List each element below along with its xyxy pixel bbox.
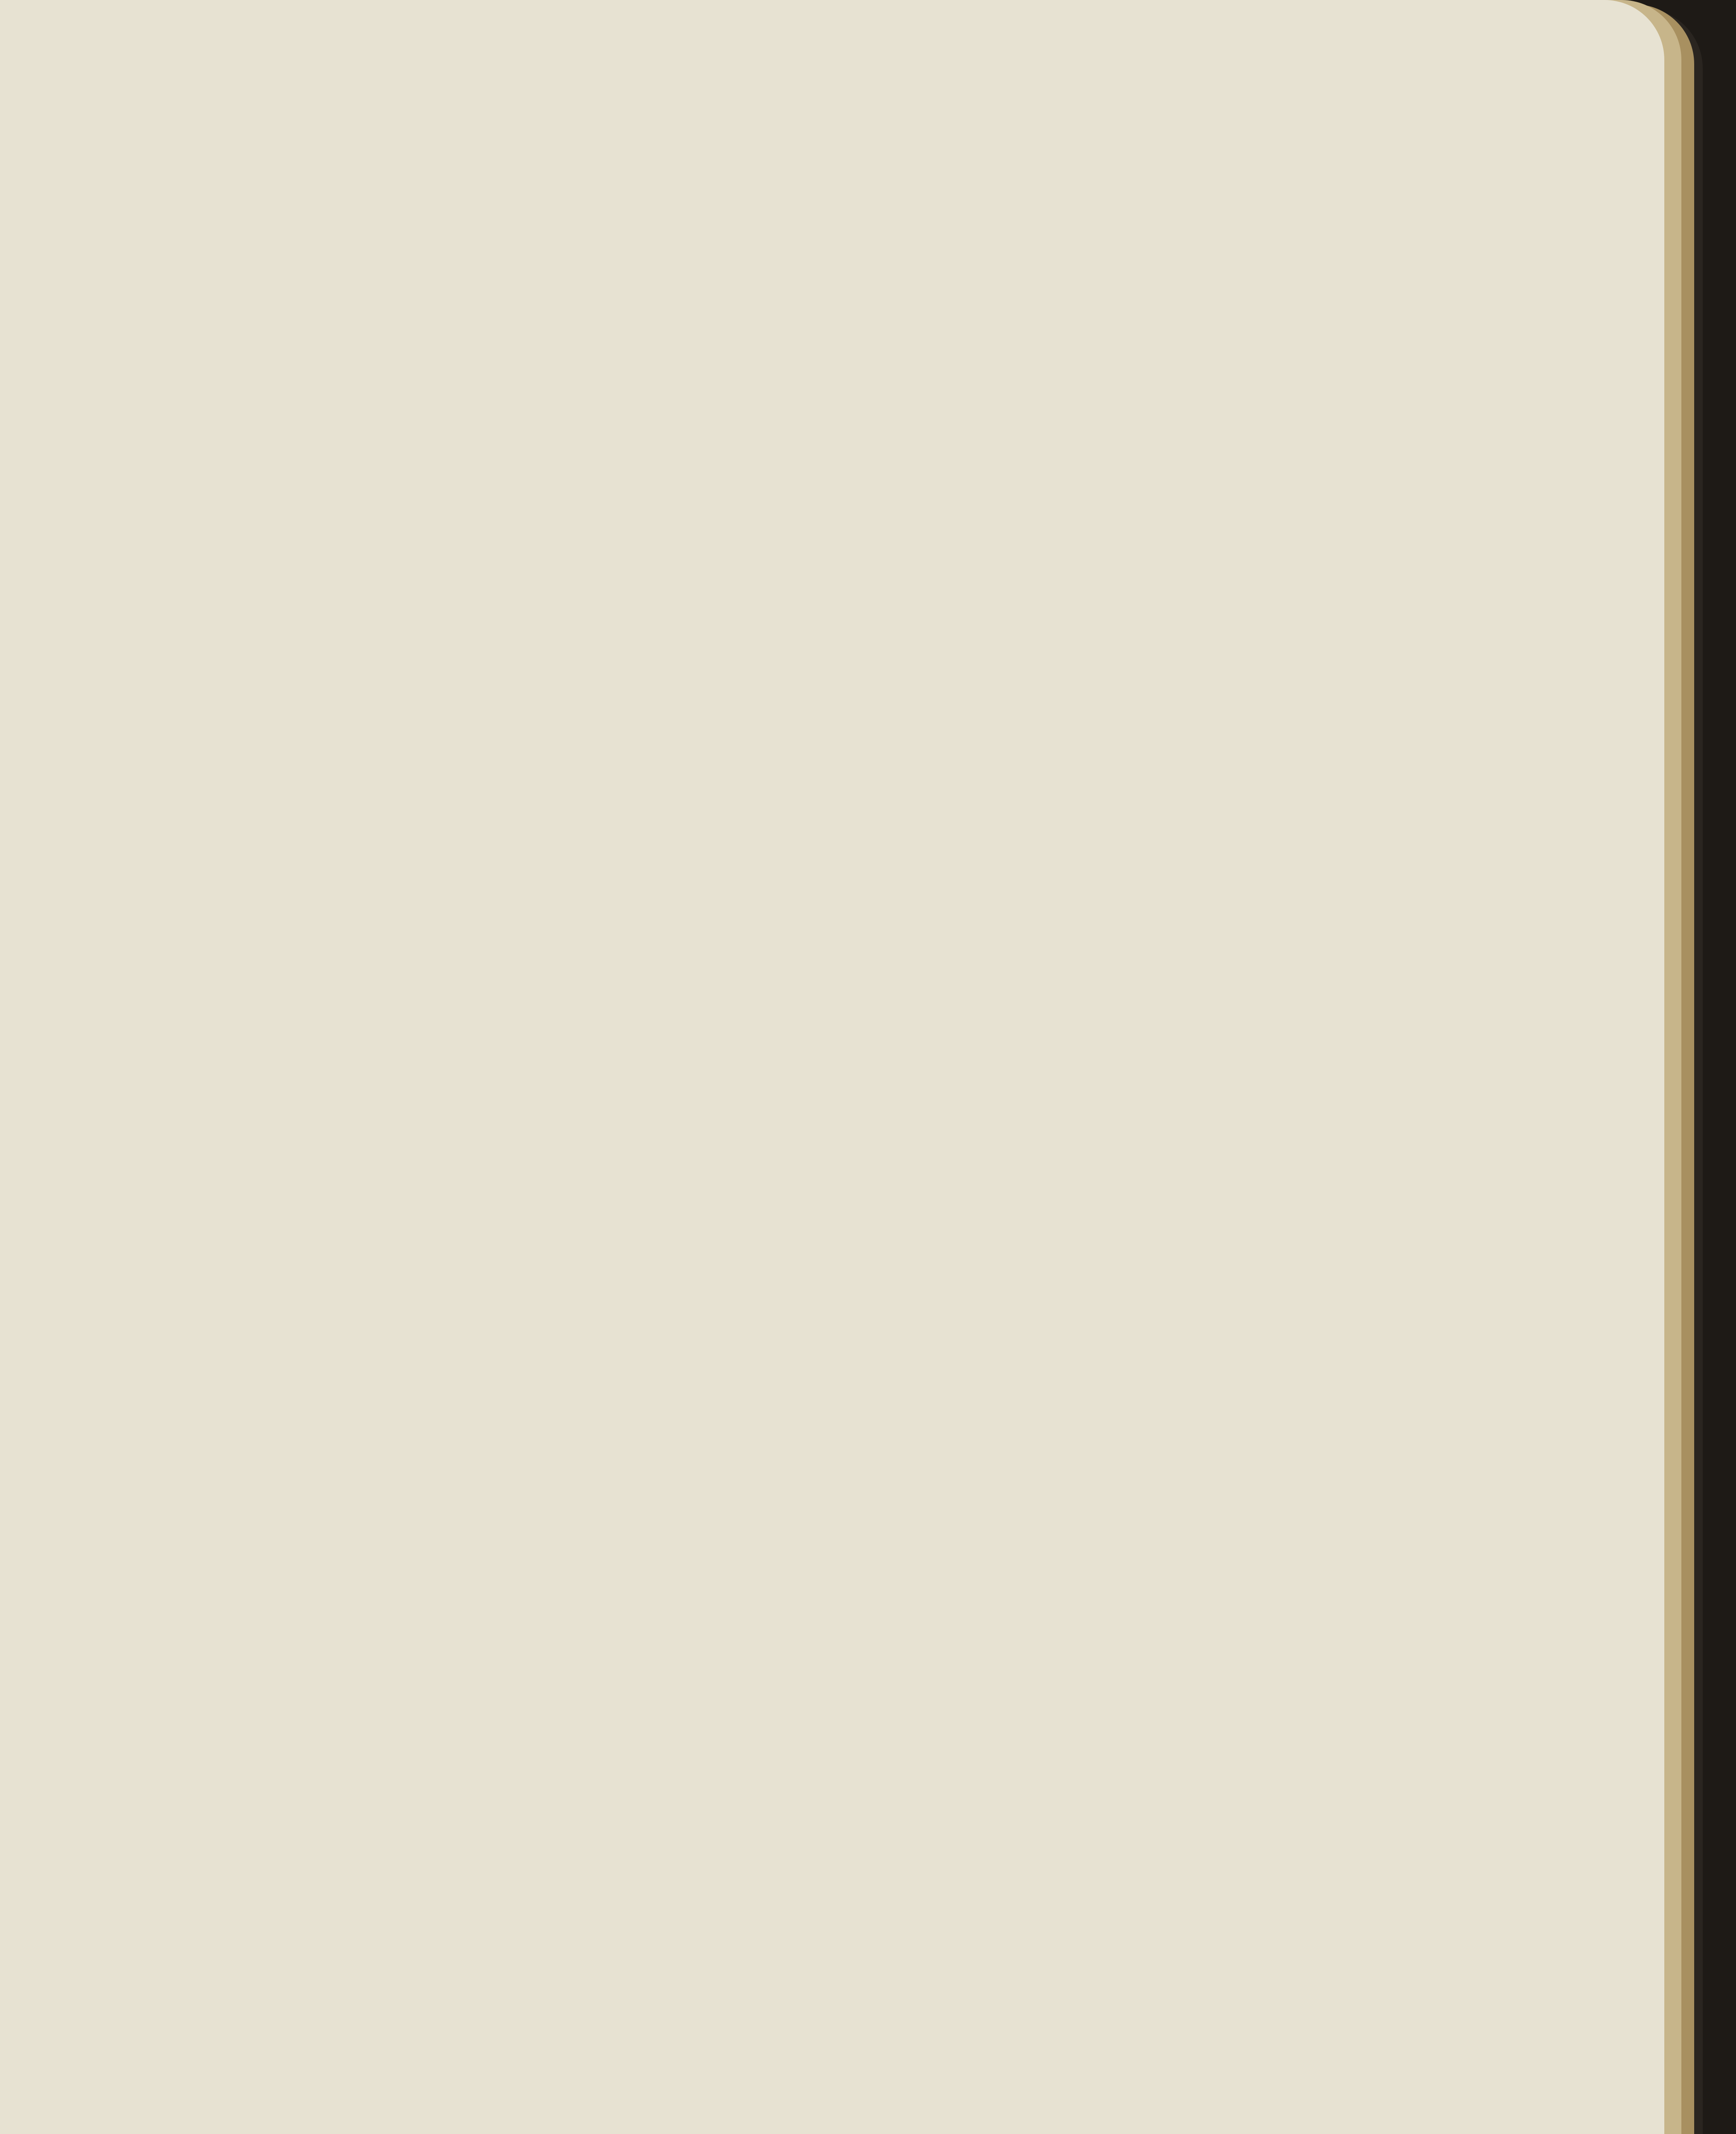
page-header (0, 64, 1605, 132)
